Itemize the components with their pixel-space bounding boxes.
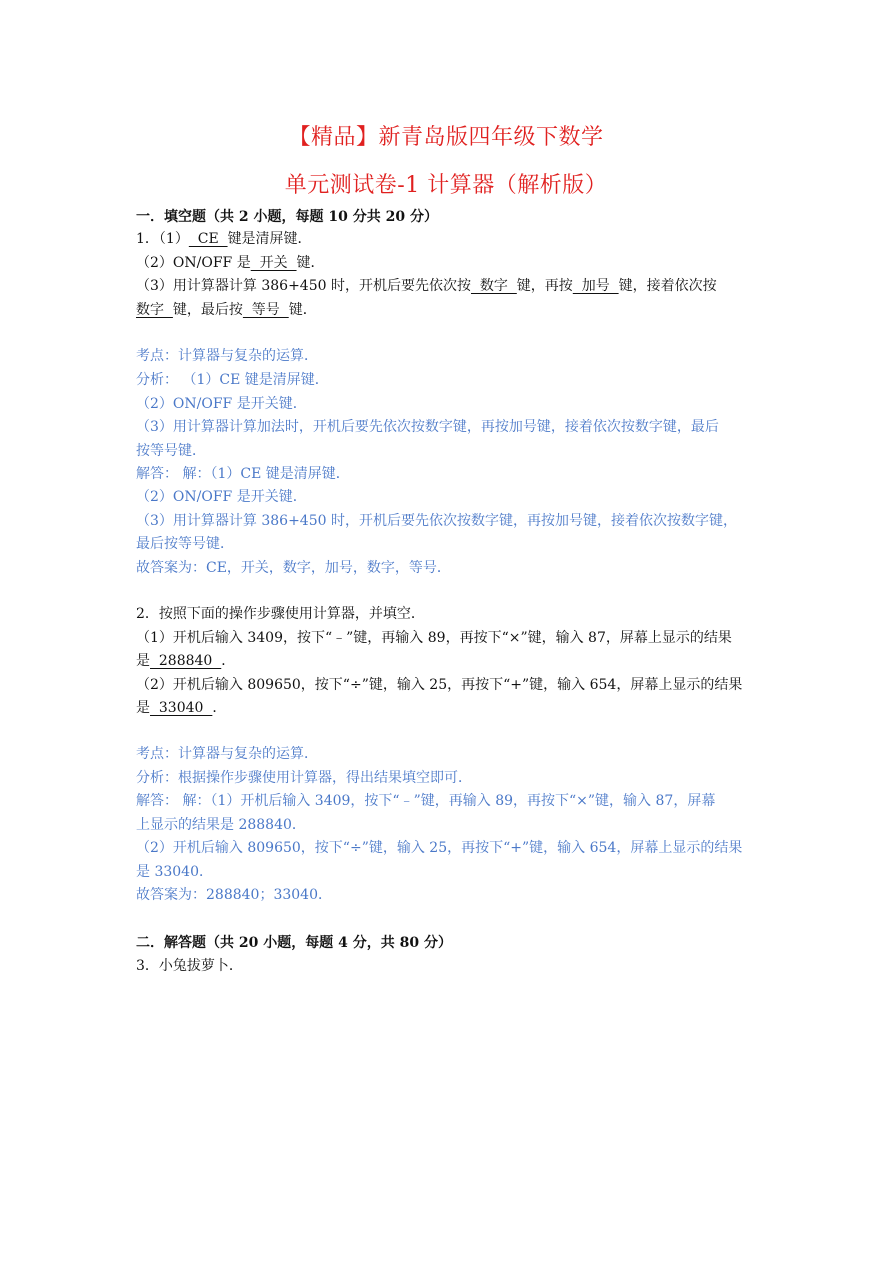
analysis-line: （3）用计算器计算 386+450 时，开机后要先依次按数字键，再按加号键，接着依次按数字键， bbox=[136, 513, 737, 529]
answer-blank: 33040 bbox=[150, 700, 213, 716]
analysis-line: 分析： （1）CE 键是清屏键． bbox=[136, 372, 329, 388]
question-2-line-4 bbox=[136, 698, 760, 718]
analysis-line: 考点：计算器与复杂的运算． bbox=[136, 746, 318, 762]
answer-blank: 数字 bbox=[470, 278, 517, 294]
q1-text: 键，最后按 bbox=[172, 302, 243, 318]
answer-blank: 开关 bbox=[250, 255, 297, 271]
analysis-line: 解答： 解：（1）CE 键是清屏键． bbox=[136, 466, 350, 482]
q1-text: （2）ON/OFF 是 bbox=[136, 255, 251, 271]
q1-text: 键，再按 bbox=[516, 278, 573, 294]
analysis-line: 上显示的结果是 288840． bbox=[136, 817, 306, 833]
answer-blank: 数字 bbox=[136, 302, 173, 318]
q1-text: 键． bbox=[288, 302, 317, 318]
analysis-line: 故答案为：288840；33040． bbox=[136, 887, 332, 903]
answer-blank: 等号 bbox=[242, 302, 289, 318]
analysis-line: 故答案为：CE，开关，数字，加号，数字，等号． bbox=[136, 560, 451, 576]
analysis-line: 解答： 解：（1）开机后输入 3409，按下“﹣”键，再输入 89，再按下“×”键，输入 87，屏幕 bbox=[136, 793, 716, 809]
q2-text: 是 bbox=[136, 653, 150, 669]
question-2-line-1: （1）开机后输入 3409，按下“﹣”键，再输入 89，再按下“×”键，输入 87，屏幕上显示的结果 bbox=[136, 630, 732, 646]
analysis-line: 考点：计算器与复杂的运算． bbox=[136, 348, 318, 364]
answer-blank: 加号 bbox=[572, 278, 619, 294]
question-2-line-3: （2）开机后输入 809650，按下“÷”键，输入 25，再按下“+”键，输入 654，屏幕上显示的结果 bbox=[136, 677, 743, 693]
analysis-line: （3）用计算器计算加法时，开机后要先依次按数字键，再按加号键，接着依次按数字键，最后 bbox=[136, 419, 719, 435]
section-heading-fill-blank: 一．填空题（共 2 小题，每题 10 分共 20 分） bbox=[136, 209, 438, 225]
question-1-line-4 bbox=[136, 300, 760, 320]
q1-text: （3）用计算器计算 386+450 时，开机后要先依次按 bbox=[136, 278, 471, 294]
q1-text: 1．（1） bbox=[136, 231, 189, 247]
question-2-intro: 2．按照下面的操作步骤使用计算器，并填空． bbox=[136, 606, 425, 622]
document-title: 【精品】新青岛版四年级下数学 bbox=[288, 125, 604, 150]
q2-text: 是 bbox=[136, 700, 150, 716]
q1-text: 键． bbox=[296, 255, 325, 271]
question-2-line-2 bbox=[136, 651, 760, 671]
analysis-line: （2）ON/OFF 是开关键． bbox=[136, 489, 307, 505]
analysis-line: 最后按等号键． bbox=[136, 536, 234, 552]
answer-blank: CE bbox=[188, 231, 228, 247]
question-1-line-1 bbox=[136, 229, 760, 249]
q2-text: ． bbox=[221, 653, 236, 669]
q1-text: 键是清屏键． bbox=[227, 231, 312, 247]
question-3: 3．小兔拔萝卜． bbox=[136, 958, 243, 974]
q2-text: ． bbox=[212, 700, 227, 716]
question-1-line-3 bbox=[136, 276, 760, 296]
analysis-line: 按等号键． bbox=[136, 443, 206, 459]
analysis-line: （2）ON/OFF 是开关键． bbox=[136, 396, 307, 412]
analysis-line: 分析：根据操作步骤使用计算器，得出结果填空即可． bbox=[136, 770, 472, 786]
analysis-line: （2）开机后输入 809650，按下“÷”键，输入 25，再按下“+”键，输入 654，屏幕上显示的结果 bbox=[136, 840, 743, 856]
document-subtitle: 单元测试卷-1 计算器（解析版） bbox=[284, 173, 608, 198]
question-1-line-2 bbox=[136, 253, 760, 273]
answer-blank: 288840 bbox=[150, 653, 222, 669]
section-heading-answer: 二．解答题（共 20 小题，每题 4 分，共 80 分） bbox=[136, 935, 452, 951]
q1-text: 键，接着依次按 bbox=[618, 278, 717, 294]
analysis-line: 是 33040． bbox=[136, 864, 213, 880]
